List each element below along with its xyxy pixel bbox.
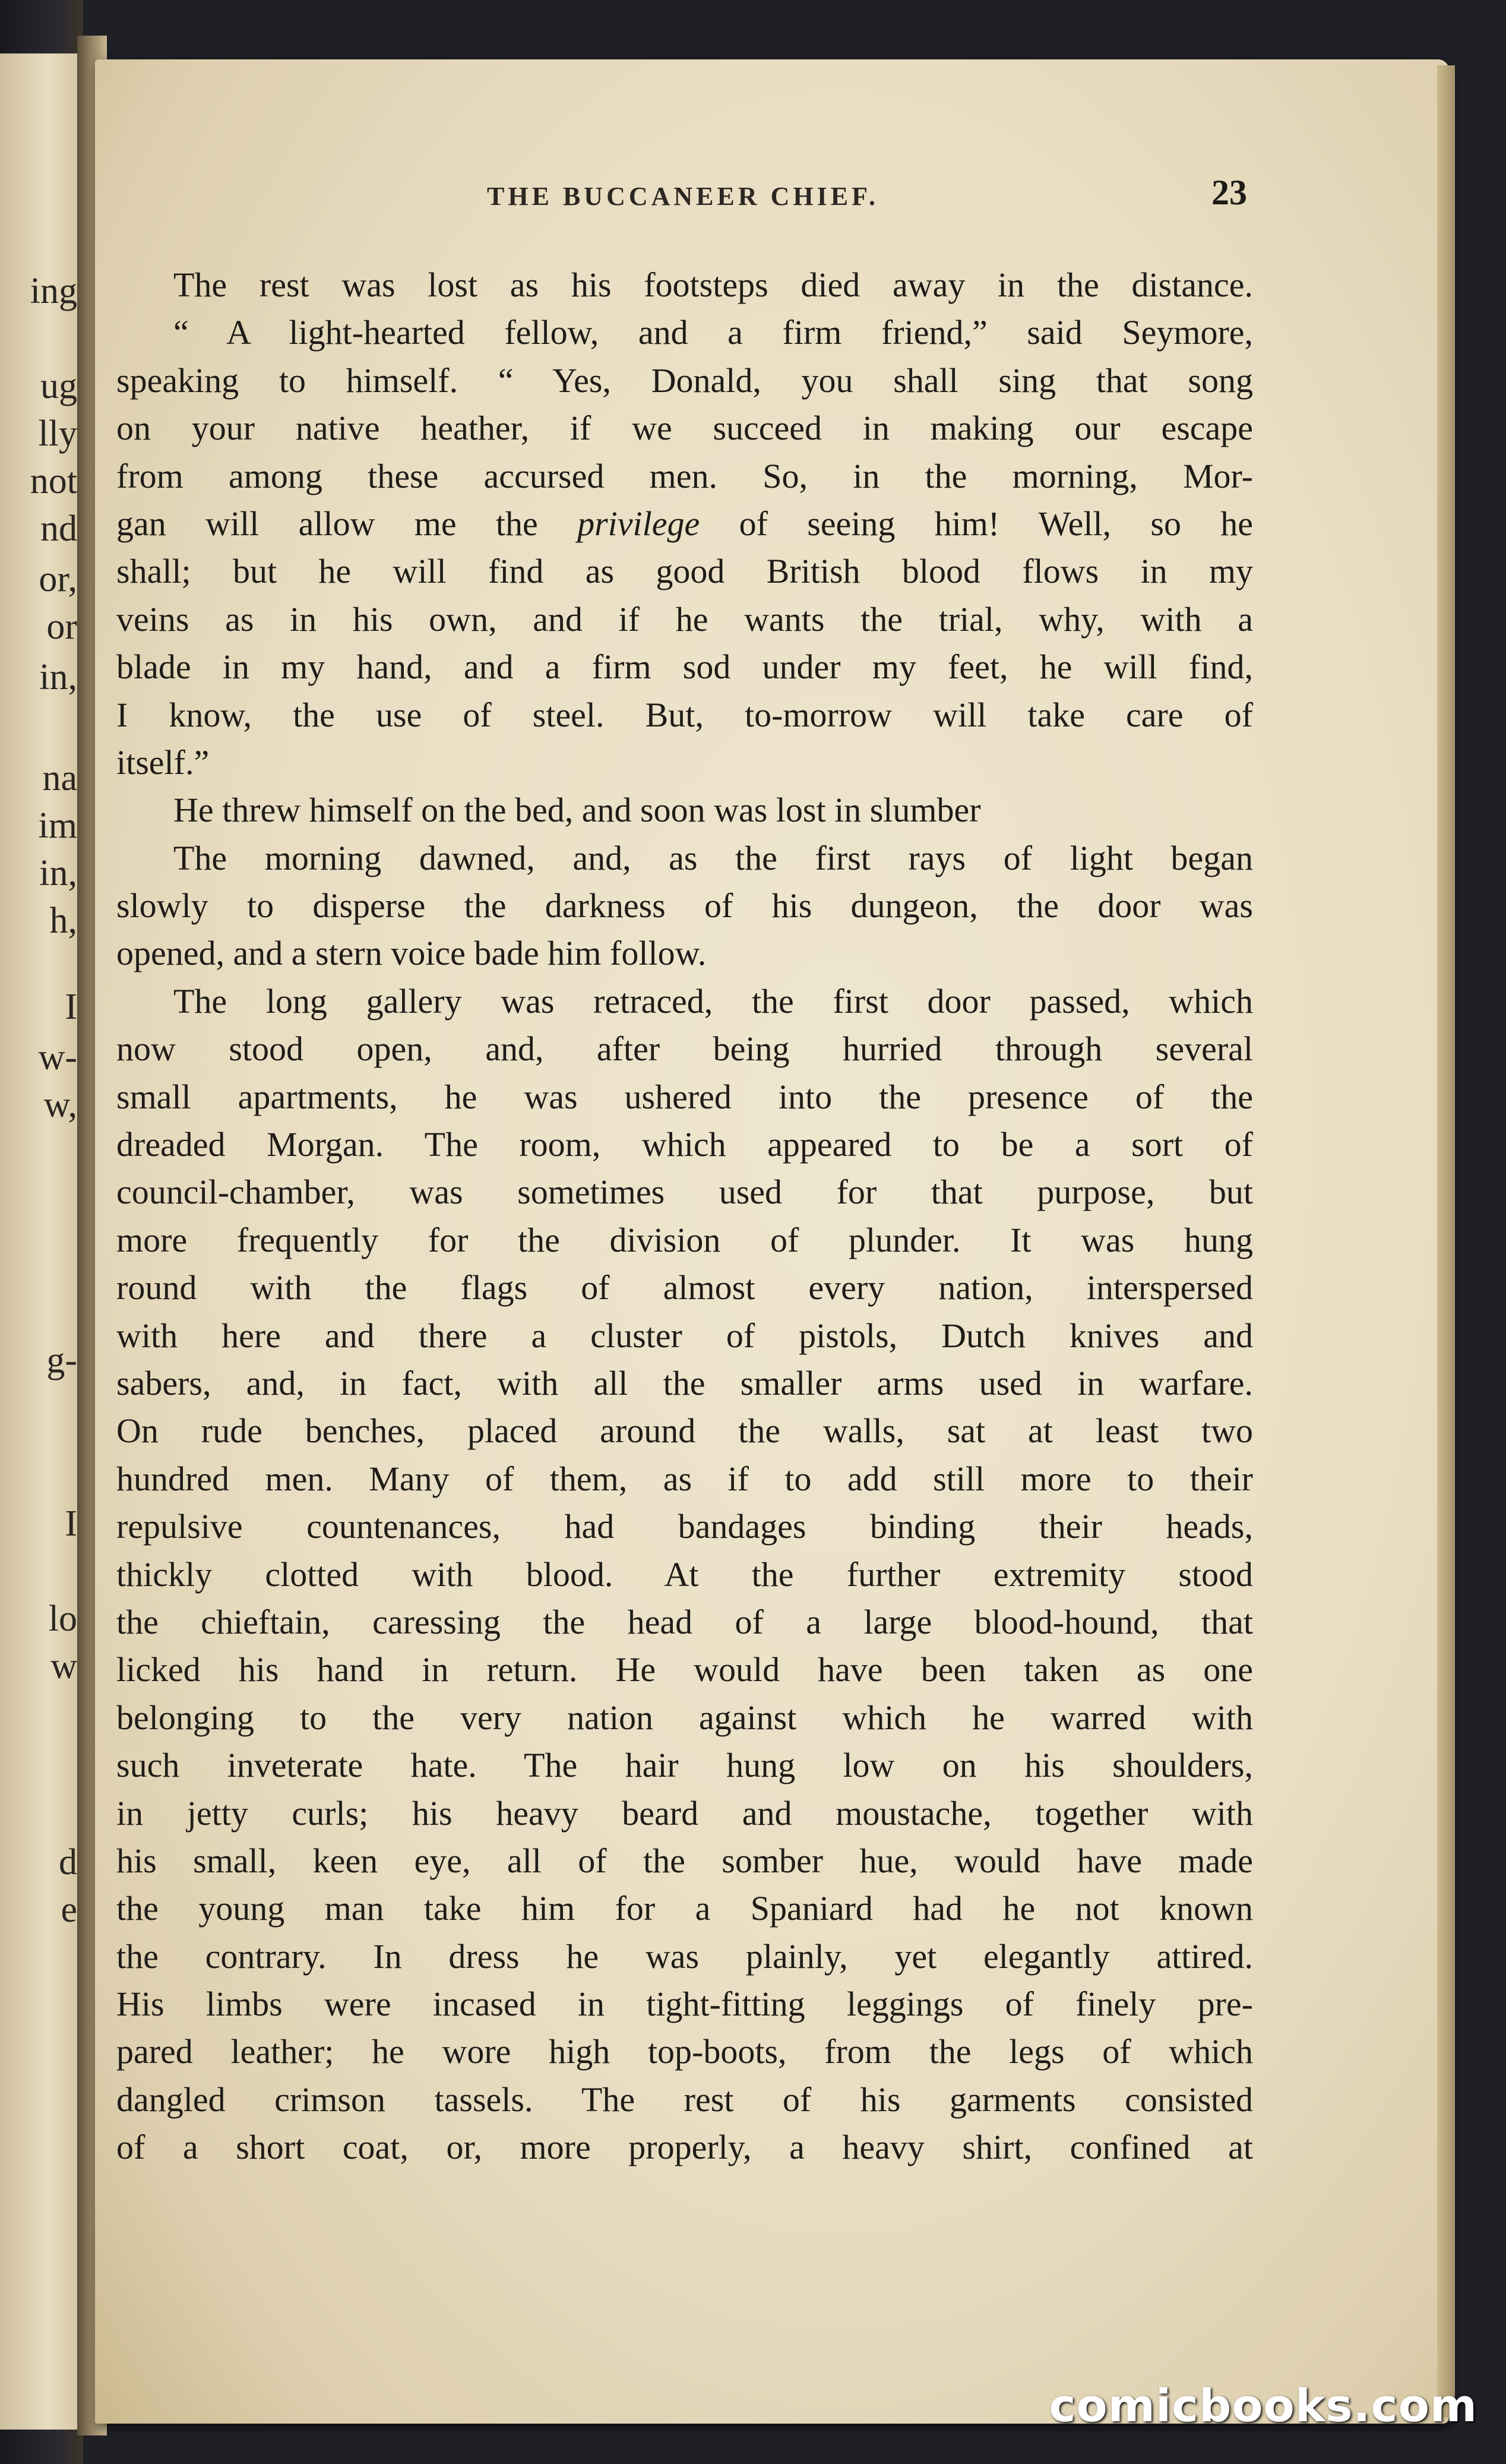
page-number: 23: [1211, 173, 1247, 212]
text-line: itself.”: [116, 743, 210, 782]
previous-page-fragment: not: [30, 461, 77, 501]
text-line: more frequently for the division of plunder. It was hung: [116, 1220, 1253, 1259]
text-line: The long gallery was retraced, the first door passed, which: [173, 981, 1253, 1021]
text-line: gan will allow me the privilege of seeing him! Well, so he: [116, 504, 1253, 543]
text-line: small apartments, he was ushered into the presence of the: [116, 1077, 1253, 1116]
text-line: dangled crimson tassels. The rest of his garments consisted: [116, 2080, 1253, 2119]
previous-page-fragment: d: [59, 1842, 77, 1882]
text-line: repulsive countenances, had bandages binding their heads,: [116, 1507, 1253, 1546]
body-text: [116, 261, 1253, 2172]
previous-page-fragment: ing: [30, 271, 77, 311]
text-line: on your native heather, if we succeed in making our escape: [116, 409, 1253, 448]
text-line: his small, keen eye, all of the somber hue, would have made: [116, 1841, 1253, 1880]
text-line: now stood open, and, after being hurried through several: [116, 1029, 1253, 1069]
text-line: pared leather; he wore high top-boots, from the legs of which: [116, 2032, 1253, 2071]
text-line: hundred men. Many of them, as if to add still more to their: [116, 1459, 1253, 1498]
text-line: The morning dawned, and, as the first rays of light began: [173, 838, 1253, 877]
text-line: in jetty curls; his heavy beard and moustache, together with: [116, 1793, 1253, 1833]
previous-page-edge: [0, 53, 89, 2430]
text-line: dreaded Morgan. The room, which appeared to be a sort of: [116, 1125, 1253, 1164]
italic-word: privilege: [577, 504, 700, 543]
text-line: council-chamber, was sometimes used for that purpose, but: [116, 1173, 1253, 1212]
previous-page-fragment: ug: [40, 366, 77, 406]
previous-page-fragment: I: [65, 1503, 77, 1544]
text-line: thickly clotted with blood. At the further extremity stood: [116, 1555, 1253, 1594]
text-line: slowly to disperse the darkness of his dungeon, the door was: [116, 886, 1253, 925]
text-line: I know, the use of steel. But, to-morrow will take care of: [116, 695, 1253, 734]
previous-page-fragment: w,: [43, 1085, 77, 1125]
previous-page-fragment: h,: [49, 901, 77, 941]
text-line: shall; but he will find as good British blood flows in my: [116, 552, 1253, 591]
text-line: licked his hand in return. He would have been taken as one: [116, 1650, 1253, 1689]
previous-page-fragment: g-: [46, 1340, 77, 1381]
previous-page-fragment: in,: [39, 657, 77, 697]
previous-page-fragment: w-: [38, 1037, 77, 1078]
text-line: of a short coat, or, more properly, a heavy shirt, confined at: [116, 2128, 1253, 2167]
text-line: opened, and a stern voice bade him follow.: [116, 934, 707, 973]
text-line: blade in my hand, and a firm sod under my feet, he will find,: [116, 647, 1253, 687]
text-line: the chieftain, caressing the head of a large blood-hound, that: [116, 1602, 1253, 1641]
text-line: sabers, and, in fact, with all the smaller arms used in warfare.: [116, 1363, 1253, 1402]
text-line: His limbs were incased in tight-fitting leggings of finely pre-: [116, 1985, 1253, 2024]
text-line: the contrary. In dress he was plainly, yet elegantly attired.: [116, 1937, 1253, 1976]
text-line: The rest was lost as his footsteps died away in the distance.: [173, 266, 1253, 304]
text-line: round with the flags of almost every nation, interspersed: [116, 1268, 1253, 1307]
page-edge-right: [1437, 65, 1455, 2418]
running-head: THE BUCCANEER CHIEF.: [487, 182, 879, 211]
text-line: the young man take him for a Spaniard had he not known: [116, 1889, 1253, 1928]
previous-page-fragment: w: [50, 1646, 77, 1686]
previous-page-fragment: lly: [38, 413, 77, 454]
previous-page-fragment: im: [38, 805, 77, 846]
text-line: speaking to himself. “ Yes, Donald, you shall sing that song: [116, 361, 1253, 400]
previous-page-fragment: lo: [48, 1599, 77, 1639]
text-line: with here and there a cluster of pistols, Dutch knives and: [116, 1316, 1253, 1355]
previous-page-fragment: nd: [40, 508, 77, 549]
previous-page-fragment: e: [61, 1890, 77, 1930]
previous-page-fragment: I: [65, 987, 77, 1027]
text-line: On rude benches, placed around the walls, sat at least two: [116, 1411, 1253, 1451]
text-line: such inveterate hate. The hair hung low on his shoulders,: [116, 1746, 1253, 1785]
text-line: “ A light-hearted fellow, and a firm friend,” said Seymore,: [173, 313, 1253, 352]
previous-page-fragment: or: [46, 606, 77, 647]
text-line: He threw himself on the bed, and soon was lost in slumber: [173, 791, 981, 830]
site-watermark: comicbooks.com: [1049, 2379, 1477, 2432]
text-line: veins as in his own, and if he wants the trial, why, with a: [116, 599, 1253, 639]
text-line: belonging to the very nation against which he warred with: [116, 1698, 1253, 1737]
previous-page-fragment: or,: [39, 559, 77, 599]
previous-page-fragment: na: [42, 758, 77, 798]
previous-page-fragment: in,: [39, 853, 77, 893]
text-line: from among these accursed men. So, in the morning, Mor-: [116, 456, 1253, 495]
